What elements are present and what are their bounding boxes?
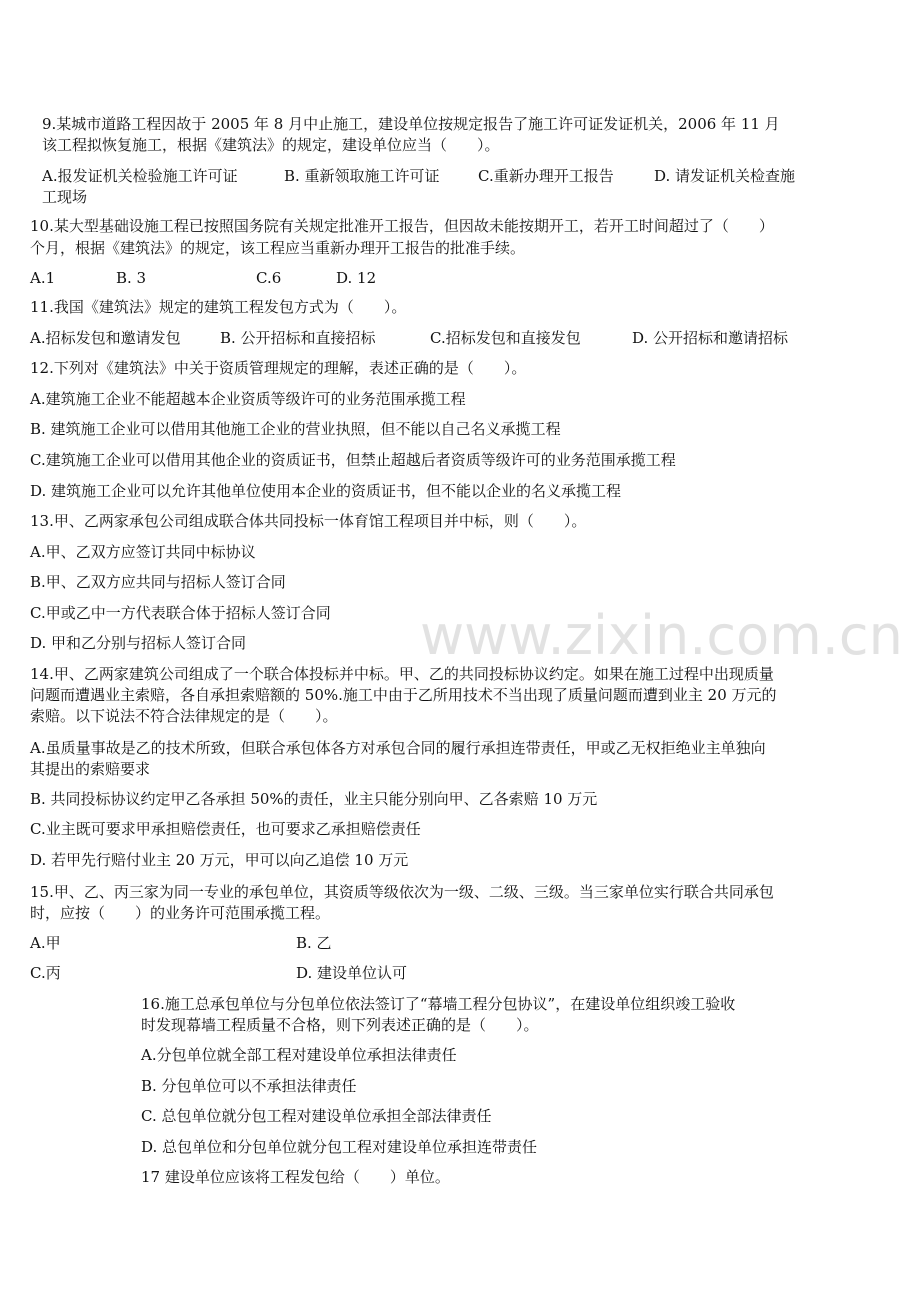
q11-option-d: D. 公开招标和邀请招标 (632, 329, 789, 347)
q11-option-b: B. 公开招标和直接招标 (220, 329, 376, 347)
q14-stem-line1: 14.甲、乙两家建筑公司组成了一个联合体投标并中标。甲、乙的共同投标协议约定。如果在施工过程中出现质量 (30, 665, 774, 683)
q10-option-a: A.1 (30, 269, 56, 287)
q12-stem: 12.下列对《建筑法》中关于资质管理规定的理解，表述正确的是（ ）。 (30, 359, 527, 377)
q15-option-c: C.丙 (30, 964, 61, 982)
q13-option-d: D. 甲和乙分别与招标人签订合同 (30, 634, 247, 652)
q14-option-c: C.业主既可要求甲承担赔偿责任，也可要求乙承担赔偿责任 (30, 820, 421, 838)
q9-option-d: D. 请发证机关检查施 (654, 167, 796, 185)
q10-option-b: B. 3 (116, 269, 147, 287)
q9-option-d-continued: 工现场 (42, 188, 88, 206)
q15-option-a: A.甲 (30, 934, 61, 952)
watermark: www.zixin.com.cn (420, 604, 903, 667)
q13-stem: 13.甲、乙两家承包公司组成联合体共同投标一体育馆工程项目并中标，则（ ）。 (30, 512, 587, 530)
q15-stem-line2: 时，应按（ ）的业务许可范围承揽工程。 (30, 904, 331, 922)
q12-option-c: C.建筑施工企业可以借用其他企业的资质证书，但禁止超越后者资质等级许可的业务范围承揽工程 (30, 451, 676, 469)
q12-option-b: B. 建筑施工企业可以借用其他施工企业的营业执照，但不能以自己名义承揽工程 (30, 420, 561, 438)
q10-option-c: C.6 (256, 269, 282, 287)
q12-option-d: D. 建筑施工企业可以允许其他单位使用本企业的资质证书，但不能以企业的名义承揽工程 (30, 482, 622, 500)
q14-stem-line2: 问题而遭遇业主索赔，各自承担索赔额的 50%.施工中由于乙所用技术不当出现了质量问题而遭到业主 20 万元的 (30, 686, 777, 704)
q13-option-c: C.甲或乙中一方代表联合体于招标人签订合同 (30, 604, 331, 622)
q16-option-b: B. 分包单位可以不承担法律责任 (141, 1077, 357, 1095)
q11-stem: 11.我国《建筑法》规定的建筑工程发包方式为（ ）。 (30, 298, 407, 316)
q10-stem-line1: 10.某大型基础设施工程已按照国务院有关规定批准开工报告，但因故未能按期开工，若开工时间超过了（ ） (30, 217, 774, 235)
q16-option-a: A.分包单位就全部工程对建设单位承担法律责任 (141, 1046, 457, 1064)
q9-option-b: B. 重新领取施工许可证 (284, 167, 440, 185)
q15-option-d: D. 建设单位认可 (296, 964, 408, 982)
q13-option-a: A.甲、乙双方应签订共同中标协议 (30, 543, 256, 561)
q9-stem-line2: 该工程拟恢复施工，根据《建筑法》的规定，建设单位应当（ ）。 (42, 136, 500, 154)
q16-stem-line1: 16.施工总承包单位与分包单位依法签订了“幕墙工程分包协议”，在建设单位组织竣工验收 (141, 995, 736, 1013)
q11-option-c: C.招标发包和直接发包 (430, 329, 581, 347)
q15-option-b: B. 乙 (296, 934, 332, 952)
q16-stem-line2: 时发现幕墙工程质量不合格，则下列表述正确的是（ ）。 (141, 1016, 539, 1034)
q16-option-d: D. 总包单位和分包单位就分包工程对建设单位承担连带责任 (141, 1138, 538, 1156)
q9-option-a: A.报发证机关检验施工许可证 (42, 167, 238, 185)
q15-stem-line1: 15.甲、乙、丙三家为同一专业的承包单位，其资质等级依次为一级、二级、三级。当三家单位实行联合共同承包 (30, 883, 774, 901)
q14-option-d: D. 若甲先行赔付业主 20 万元，甲可以向乙追偿 10 万元 (30, 851, 409, 869)
q10-option-d: D. 12 (336, 269, 377, 287)
q9-option-c: C.重新办理开工报告 (478, 167, 614, 185)
q11-option-a: A.招标发包和邀请发包 (30, 329, 181, 347)
q16-option-c: C. 总包单位就分包工程对建设单位承担全部法律责任 (141, 1107, 492, 1125)
q12-option-a: A.建筑施工企业不能超越本企业资质等级许可的业务范围承揽工程 (30, 390, 466, 408)
q14-stem-line3: 索赔。以下说法不符合法律规定的是（ ）。 (30, 707, 338, 725)
q9-stem-line1: 9.某城市道路工程因故于 2005 年 8 月中止施工，建设单位按规定报告了施工许可证发证机关，2006 年 11 月 (42, 115, 780, 133)
q14-option-b: B. 共同投标协议约定甲乙各承担 50%的责任，业主只能分别向甲、乙各索赔 10 万元 (30, 790, 598, 808)
q14-option-a-line1: A.虽质量事故是乙的技术所致，但联合承包体各方对承包合同的履行承担连带责任，甲或乙无权拒绝业主单独向 (30, 739, 766, 757)
q13-option-b: B.甲、乙双方应共同与招标人签订合同 (30, 573, 286, 591)
q17-stem: 17 建设单位应该将工程发包给（ ）单位。 (141, 1168, 450, 1186)
q10-stem-line2: 个月，根据《建筑法》的规定，该工程应当重新办理开工报告的批准手续。 (30, 239, 526, 257)
q14-option-a-line2: 其提出的索赔要求 (30, 760, 151, 778)
